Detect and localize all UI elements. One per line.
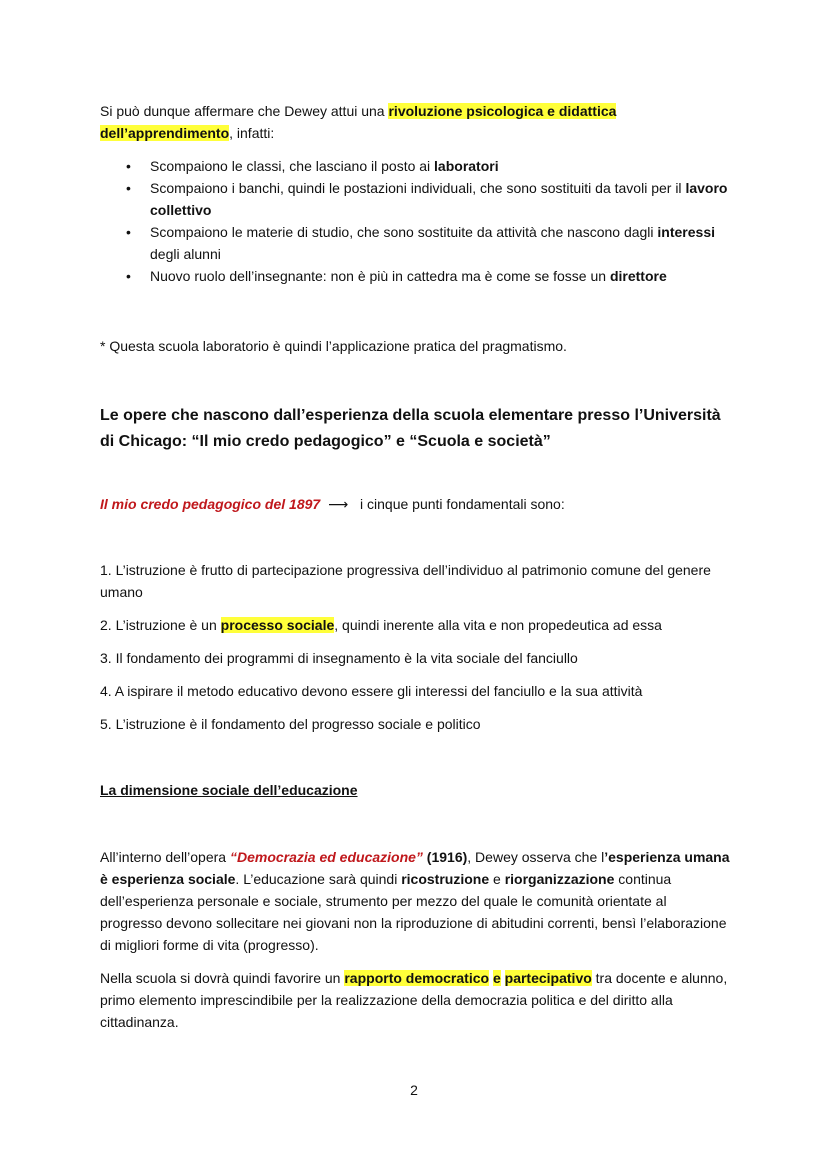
bullet-icon: • — [126, 268, 131, 284]
list-item: • Scompaiono le materie di studio, che sono sostituite da attività che nascono dagli interessi degli alunni — [100, 221, 730, 265]
point-5: 5. L’istruzione è il fondamento del progresso sociale e politico — [100, 716, 481, 732]
work-title: “Democrazia ed educazione” — [229, 849, 423, 865]
section-heading: Le opere che nascono dall’esperienza della scuola elementare presso l’Università di Chicago: “Il mio credo pedagogico” e “Scuola e società” — [100, 407, 721, 450]
list-item: • Scompaiono le classi, che lasciano il posto ai laboratori — [100, 155, 730, 177]
bullet-icon: • — [126, 158, 131, 174]
intro-text: Si può dunque affermare che Dewey attui una — [100, 103, 389, 119]
subsection-title: La dimensione sociale dell’educazione — [100, 782, 358, 798]
point-2: 2. L’istruzione è un processo sociale, quindi inerente alla vita e non propedeutica ad essa — [100, 617, 662, 633]
credo-title: Il mio credo pedagogico del 1897 — [100, 496, 321, 512]
bullet-icon: • — [126, 180, 131, 196]
intro-paragraph: Si può dunque affermare che Dewey attui una rivoluzione psicologica e didattica dell’apprendimento, infatti: — [100, 103, 617, 141]
bullet-icon: • — [126, 224, 131, 240]
highlight-learning: dell’apprendimento — [100, 125, 230, 141]
page-number: 2 — [410, 1082, 418, 1098]
highlight-participative: partecipativo — [504, 970, 592, 986]
point-4: 4. A ispirare il metodo educativo devono essere gli interessi del fanciullo e la sua attività — [100, 683, 643, 699]
note-text: * Questa scuola laboratorio è quindi l’applicazione pratica del pragmatismo. — [100, 338, 567, 354]
highlight-democratic: rapporto democratico — [344, 970, 490, 986]
point-1: 1. L’istruzione è frutto di partecipazione progressiva dell’individuo al patrimonio comune del genere umano — [100, 562, 711, 600]
bullet-list — [100, 155, 730, 287]
credo-line — [100, 493, 730, 515]
list-item: • Scompaiono i banchi, quindi le postazioni individuali, che sono sostituiti da tavoli per il lavoro collettivo — [100, 177, 730, 221]
highlight-revolution: rivoluzione psicologica e didattica — [388, 103, 617, 119]
arrow-icon: ⟶ — [328, 496, 349, 512]
paragraph-democracy: All’interno dell’opera “Democrazia ed educazione” (1916), Dewey osserva che l’esperienza umana è esperienza sociale. L’educazione sarà quindi ricostruzione e riorganizzazione continua dell’esperienza personale e sociale, strumento per mezzo del quale le comunità orientate al progresso devono sollecitare nei giovani non la riproduzione di abitudini correnti, bensì l’elaborazione di migliori forme di vita (progresso). — [100, 849, 730, 953]
point-3: 3. Il fondamento dei programmi di insegnamento è la vita sociale del fanciullo — [100, 650, 578, 666]
highlight-social-process: processo sociale — [220, 617, 335, 633]
credo-text: i cinque punti fondamentali sono: — [360, 496, 565, 512]
list-item: • Nuovo ruolo dell’insegnante: non è più in cattedra ma è come se fosse un direttore — [100, 265, 730, 287]
paragraph-school: Nella scuola si dovrà quindi favorire un rapporto democratico e partecipativo tra docente e alunno, primo elemento imprescindibile per la realizzazione della democrazia politica e del diritto alla cittadinanza. — [100, 970, 728, 1030]
